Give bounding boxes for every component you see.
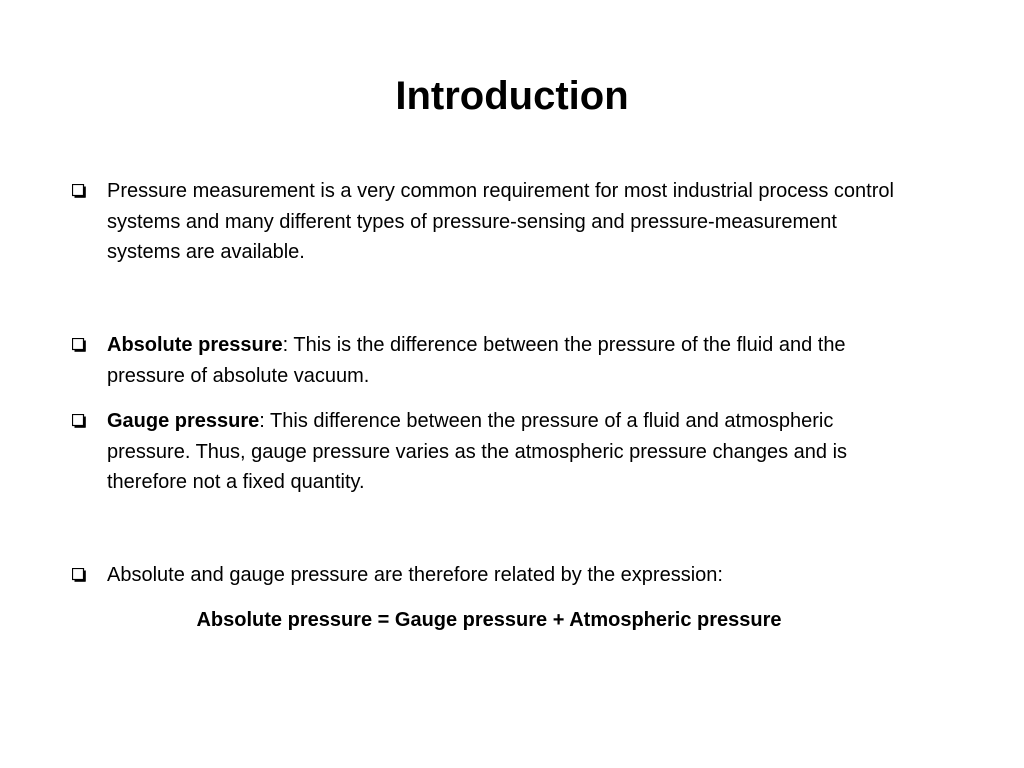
slide-title: Introduction xyxy=(395,74,629,118)
bullet-body: : This is the difference between the pressure of the fluid and the pressure of absolute vacuum. xyxy=(107,334,846,387)
bullet-body: Pressure measurement is a very common requirement for most industrial process control systems and many different types of pressure-sensing and pressure-measurement systems are available. xyxy=(107,180,894,263)
bullet-text xyxy=(107,406,907,498)
bullet-text xyxy=(107,330,907,391)
bullet-body: Absolute and gauge pressure are therefore related by the expression: xyxy=(107,564,723,586)
bullet-text xyxy=(107,176,907,268)
bullet-body: : This difference between the pressure of a fluid and atmospheric pressure. Thus, gauge pressure varies as the atmospheric pressure changes and is therefore not a fixed quantity. xyxy=(107,410,848,493)
checkbox-square-icon xyxy=(72,338,86,352)
bullet-term: Gauge pressure xyxy=(107,410,260,432)
checkbox-square-icon xyxy=(72,414,86,428)
pressure-equation: Absolute pressure = Gauge pressure + Atmospheric pressure xyxy=(196,609,782,631)
bullet-text xyxy=(107,560,907,591)
checkbox-square-icon xyxy=(72,184,86,198)
bullet-term: Absolute pressure xyxy=(107,334,283,356)
checkbox-square-icon xyxy=(72,568,86,582)
